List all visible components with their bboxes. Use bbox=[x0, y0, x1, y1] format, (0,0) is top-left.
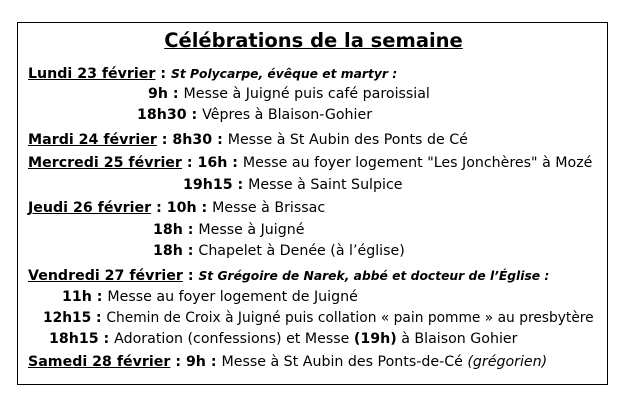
entry-text: Messe au foyer logement de Juigné bbox=[107, 289, 358, 305]
entry-text: Vêpres à Blaison-Gohier bbox=[202, 107, 373, 123]
saint-label: St Polycarpe, évêque et martyr : bbox=[170, 67, 398, 81]
entry-time: 8h30 bbox=[172, 132, 213, 148]
day-label: Mercredi 25 février bbox=[28, 155, 182, 171]
day-label: Jeudi 26 février bbox=[28, 200, 152, 216]
day-label: Lundi 23 février bbox=[28, 66, 156, 82]
day-header-tuesday: Mardi 24 février : 8h30 : Messe à St Aubin des Ponts de Cé bbox=[28, 132, 468, 148]
entry-time: 9h bbox=[148, 86, 168, 102]
entry-text: Messe au foyer logement "Les Jonchères" à Mozé bbox=[242, 155, 593, 171]
day-header-friday: Vendredi 27 février : St Grégoire de Narek, abbé et docteur de l’Église : bbox=[28, 268, 550, 284]
day-header-saturday: Samedi 28 février : 9h : Messe à St Aubin des Ponts-de-Cé (grégorien) bbox=[28, 354, 548, 370]
entry-text: Messe à Juigné puis café paroissial bbox=[183, 86, 430, 102]
page-title: Célébrations de la semaine bbox=[164, 29, 463, 52]
day-label: Mardi 24 février bbox=[28, 132, 157, 148]
saint-label: St Grégoire de Narek, abbé et docteur de l’Église : bbox=[198, 269, 550, 283]
schedule-box bbox=[17, 22, 608, 385]
entry-time: 12h15 bbox=[43, 310, 92, 326]
entry-note: (grégorien) bbox=[467, 354, 548, 370]
day-header-wednesday: Mercredi 25 février : 16h : Messe au foyer logement "Les Jonchères" à Mozé bbox=[28, 155, 593, 171]
entry-time-bold: (19h) bbox=[353, 331, 397, 347]
day-header-thursday: Jeudi 26 février : 10h : Messe à Brissac bbox=[28, 200, 326, 216]
schedule-entry: 18h15 : Adoration (confessions) et Messe (19h) à Blaison Gohier bbox=[49, 331, 518, 347]
entry-text: Messe à St Aubin des Ponts de Cé bbox=[227, 132, 468, 148]
day-label: Samedi 28 février bbox=[28, 354, 171, 370]
day-label: Vendredi 27 février bbox=[28, 268, 183, 284]
schedule-entry: 12h15 : Chemin de Croix à Juigné puis collation « pain pomme » au presbytère bbox=[43, 310, 594, 326]
entry-time: 18h15 bbox=[49, 331, 99, 347]
entry-text: Adoration (confessions) et Messe bbox=[114, 331, 354, 347]
schedule-entry: 18h : Chapelet à Denée (à l’église) bbox=[153, 243, 405, 259]
entry-time: 19h15 bbox=[183, 177, 233, 193]
entry-time: 10h bbox=[166, 200, 197, 216]
entry-text: Messe à Brissac bbox=[212, 200, 326, 216]
entry-text: Messe à Saint Sulpice bbox=[248, 177, 403, 193]
entry-time: 18h bbox=[153, 222, 183, 238]
entry-time: 11h bbox=[62, 289, 92, 305]
entry-text: Chapelet à Denée (à l’église) bbox=[198, 243, 405, 259]
schedule-entry: 18h : Messe à Juigné bbox=[153, 222, 305, 238]
entry-time: 9h bbox=[185, 354, 206, 370]
entry-text: à Blaison Gohier bbox=[396, 331, 518, 347]
schedule-entry: 19h15 : Messe à Saint Sulpice bbox=[183, 177, 403, 193]
entry-text: Messe à Juigné bbox=[198, 222, 305, 238]
entry-text: Chemin de Croix à Juigné puis collation « pain pomme » au presbytère bbox=[106, 310, 594, 326]
day-header-monday: Lundi 23 février : St Polycarpe, évêque et martyr : bbox=[28, 66, 398, 82]
schedule-entry: 9h : Messe à Juigné puis café paroissial bbox=[148, 86, 430, 102]
schedule-entry: 18h30 : Vêpres à Blaison-Gohier bbox=[137, 107, 373, 123]
schedule-entry: 11h : Messe au foyer logement de Juigné bbox=[62, 289, 358, 305]
entry-time: 16h bbox=[197, 155, 228, 171]
entry-text: Messe à St Aubin des Ponts-de-Cé bbox=[221, 354, 468, 370]
entry-time: 18h30 bbox=[137, 107, 187, 123]
entry-time: 18h bbox=[153, 243, 183, 259]
